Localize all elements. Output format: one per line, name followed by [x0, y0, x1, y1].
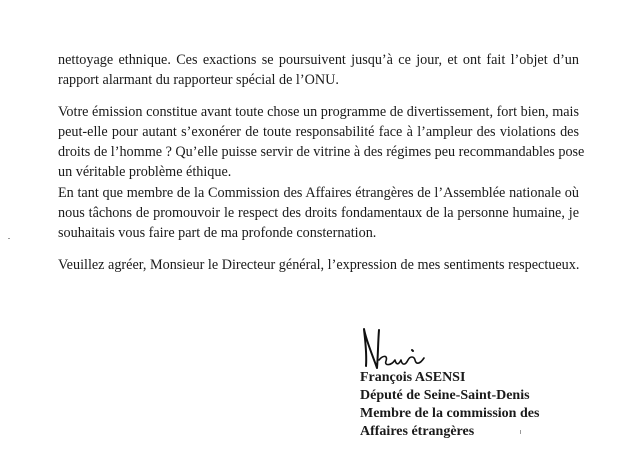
- text-line: nous tâchons de promouvoir le respect des droits fondamentaux de la personne humaine, je: [58, 205, 579, 221]
- scan-speck: [520, 430, 521, 434]
- text-line: Veuillez agréer, Monsieur le Directeur général, l’expression de mes sentiments respectueux.: [58, 257, 580, 273]
- signatory-title: Député de Seine-Saint-Denis: [360, 388, 530, 403]
- text-line: peut-elle pour autant s’exonérer de toute responsabilité face à l’ampleur des violations des: [58, 124, 579, 140]
- text-line: droits de l’homme ? Qu’elle puisse servir de vitrine à des régimes peu recommandables pose: [58, 144, 585, 160]
- handwritten-signature: [352, 320, 442, 376]
- paragraph-ethnic-cleansing: [58, 50, 579, 90]
- text-line: un véritable problème éthique.: [58, 164, 232, 180]
- text-line: nettoyage ethnique. Ces exactions se poursuivent jusqu’à ce jour, et ont fait l’objet d’un: [58, 52, 579, 68]
- text-line: rapport alarmant du rapporteur spécial de l’ONU.: [58, 72, 339, 88]
- signatory-role: Affaires étrangères: [360, 424, 475, 439]
- signatory-role: Membre de la commission des: [360, 406, 540, 421]
- text-line: Votre émission constitue avant toute chose un programme de divertissement, fort bien, mais: [58, 104, 579, 120]
- text-line: souhaitais vous faire part de ma profonde consternation.: [58, 225, 377, 241]
- paragraph-closing-formula: [58, 255, 579, 275]
- text-line: En tant que membre de la Commission des Affaires étrangères de l’Assemblée nationale où: [58, 185, 579, 201]
- signatory-name: François ASENSI: [360, 370, 466, 385]
- signature-block: [360, 369, 539, 441]
- paragraph-commission-member: [58, 183, 579, 243]
- paragraph-program-responsibility: [58, 102, 585, 182]
- scan-speck: [8, 238, 10, 239]
